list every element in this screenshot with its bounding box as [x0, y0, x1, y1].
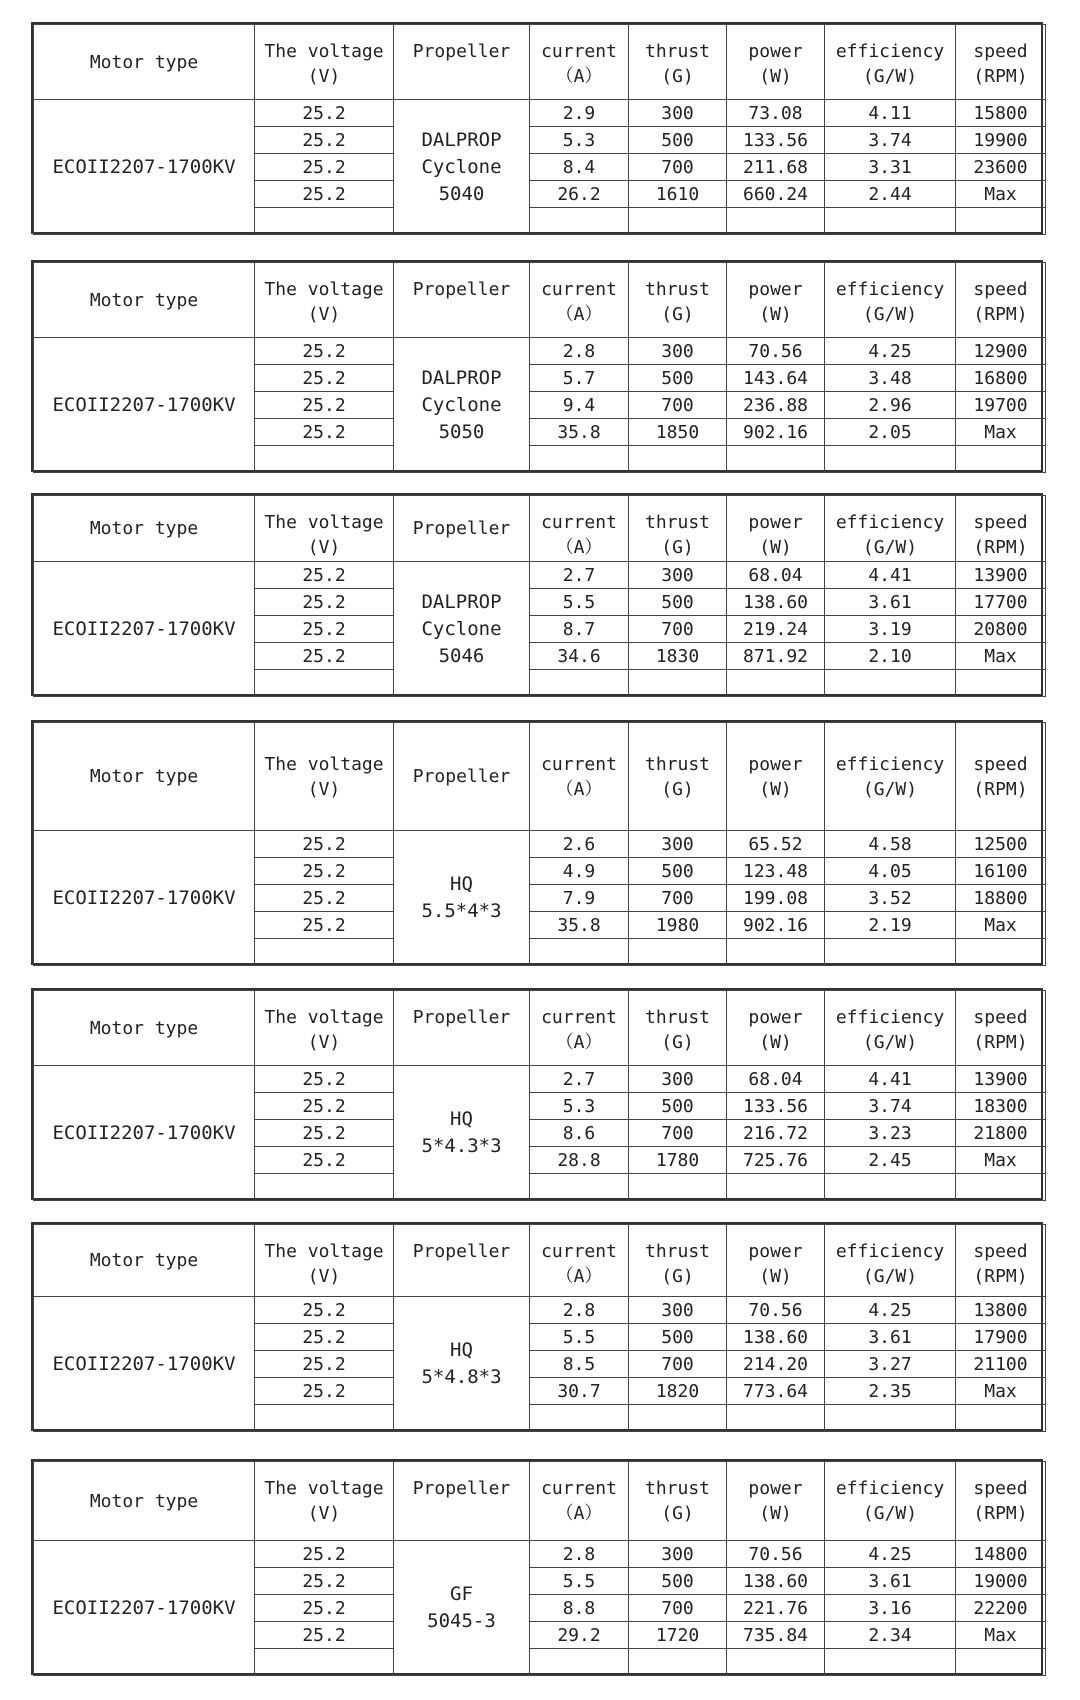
voltage-cell: 25.2 [255, 419, 394, 446]
power-cell: 902.16 [727, 419, 825, 446]
propeller-cell: HQ 5*4.8*3 [394, 1297, 530, 1432]
current-cell: 2.7 [530, 1066, 629, 1093]
power-cell: 199.08 [727, 885, 825, 912]
current-cell: 29.2 [530, 1622, 629, 1649]
power-cell: 68.04 [727, 562, 825, 589]
thrust-cell: 700 [629, 392, 727, 419]
thrust-cell: 1820 [629, 1378, 727, 1405]
efficiency-cell [825, 1405, 956, 1432]
thrust-cell: 500 [629, 127, 727, 154]
voltage-cell: 25.2 [255, 858, 394, 885]
table-row [34, 1297, 1046, 1324]
current-cell: 2.8 [530, 1541, 629, 1568]
table-row [34, 562, 1046, 589]
speed-cell: 13900 [956, 1066, 1046, 1093]
efficiency-cell: 2.35 [825, 1378, 956, 1405]
power-cell [727, 939, 825, 966]
thrust-cell: 1610 [629, 181, 727, 208]
current-cell: 35.8 [530, 419, 629, 446]
speed-cell: Max [956, 912, 1046, 939]
header-speed: speed (RPM) [956, 496, 1046, 562]
current-cell [530, 670, 629, 697]
efficiency-cell: 2.34 [825, 1622, 956, 1649]
speed-cell: 13800 [956, 1297, 1046, 1324]
power-cell: 221.76 [727, 1595, 825, 1622]
thrust-cell: 700 [629, 1351, 727, 1378]
thrust-cell: 300 [629, 100, 727, 127]
power-cell: 871.92 [727, 643, 825, 670]
performance-table [31, 260, 1043, 472]
current-cell: 26.2 [530, 181, 629, 208]
speed-cell [956, 208, 1046, 235]
speed-cell: 21800 [956, 1120, 1046, 1147]
speed-cell: 12900 [956, 338, 1046, 365]
header-speed: speed (RPM) [956, 25, 1046, 100]
header-voltage: The voltage (V) [255, 723, 394, 831]
header-motor-type: Motor type [34, 991, 255, 1066]
efficiency-cell: 3.31 [825, 154, 956, 181]
header-speed: speed (RPM) [956, 1462, 1046, 1541]
header-motor-type: Motor type [34, 723, 255, 831]
current-cell: 2.8 [530, 1297, 629, 1324]
current-cell [530, 939, 629, 966]
efficiency-cell: 3.16 [825, 1595, 956, 1622]
header-speed: speed (RPM) [956, 723, 1046, 831]
power-cell: 735.84 [727, 1622, 825, 1649]
power-cell [727, 1649, 825, 1676]
thrust-cell: 1720 [629, 1622, 727, 1649]
voltage-cell: 25.2 [255, 831, 394, 858]
header-motor-type: Motor type [34, 1225, 255, 1297]
motor-type-cell: ECOII2207-1700KV [34, 1541, 255, 1676]
thrust-cell: 1830 [629, 643, 727, 670]
thrust-cell [629, 208, 727, 235]
header-current: current （A） [530, 496, 629, 562]
thrust-cell: 500 [629, 365, 727, 392]
voltage-cell [255, 1174, 394, 1201]
speed-cell [956, 446, 1046, 473]
thrust-cell [629, 1649, 727, 1676]
thrust-cell [629, 1405, 727, 1432]
power-cell [727, 1174, 825, 1201]
thrust-cell: 300 [629, 1066, 727, 1093]
speed-cell: Max [956, 419, 1046, 446]
current-cell: 5.7 [530, 365, 629, 392]
voltage-cell: 25.2 [255, 643, 394, 670]
voltage-cell: 25.2 [255, 127, 394, 154]
voltage-cell: 25.2 [255, 338, 394, 365]
voltage-cell: 25.2 [255, 562, 394, 589]
speed-cell: 17900 [956, 1324, 1046, 1351]
current-cell: 5.5 [530, 589, 629, 616]
current-cell: 2.8 [530, 338, 629, 365]
voltage-cell: 25.2 [255, 1093, 394, 1120]
voltage-cell: 25.2 [255, 154, 394, 181]
current-cell: 7.9 [530, 885, 629, 912]
voltage-cell: 25.2 [255, 1541, 394, 1568]
efficiency-cell [825, 446, 956, 473]
current-cell [530, 1174, 629, 1201]
efficiency-cell: 3.19 [825, 616, 956, 643]
thrust-cell: 500 [629, 1093, 727, 1120]
power-cell: 219.24 [727, 616, 825, 643]
propeller-cell: HQ 5*4.3*3 [394, 1066, 530, 1201]
speed-cell: 12500 [956, 831, 1046, 858]
header-thrust: thrust (G) [629, 723, 727, 831]
header-current: current （A） [530, 991, 629, 1066]
efficiency-cell: 2.44 [825, 181, 956, 208]
header-speed: speed (RPM) [956, 263, 1046, 338]
speed-cell: Max [956, 1147, 1046, 1174]
current-cell: 34.6 [530, 643, 629, 670]
speed-cell [956, 670, 1046, 697]
current-cell: 2.9 [530, 100, 629, 127]
current-cell: 5.3 [530, 1093, 629, 1120]
efficiency-cell [825, 1174, 956, 1201]
power-cell: 70.56 [727, 1297, 825, 1324]
speed-cell: 21100 [956, 1351, 1046, 1378]
current-cell: 5.5 [530, 1568, 629, 1595]
power-cell: 138.60 [727, 1324, 825, 1351]
power-cell: 138.60 [727, 589, 825, 616]
current-cell: 4.9 [530, 858, 629, 885]
current-cell: 8.6 [530, 1120, 629, 1147]
header-voltage: The voltage (V) [255, 496, 394, 562]
thrust-cell: 700 [629, 885, 727, 912]
power-cell: 773.64 [727, 1378, 825, 1405]
current-cell: 8.8 [530, 1595, 629, 1622]
speed-cell: 19900 [956, 127, 1046, 154]
power-cell [727, 1405, 825, 1432]
efficiency-cell: 4.25 [825, 1297, 956, 1324]
power-cell: 73.08 [727, 100, 825, 127]
header-motor-type: Motor type [34, 25, 255, 100]
efficiency-cell [825, 1649, 956, 1676]
power-cell: 214.20 [727, 1351, 825, 1378]
efficiency-cell [825, 939, 956, 966]
voltage-cell: 25.2 [255, 181, 394, 208]
motor-type-cell: ECOII2207-1700KV [34, 1297, 255, 1432]
table-row [34, 1541, 1046, 1568]
voltage-cell [255, 446, 394, 473]
voltage-cell: 25.2 [255, 1066, 394, 1093]
propeller-cell: DALPROP Cyclone 5040 [394, 100, 530, 235]
header-motor-type: Motor type [34, 496, 255, 562]
header-power: power (W) [727, 991, 825, 1066]
header-propeller: Propeller [394, 723, 530, 831]
motor-type-cell: ECOII2207-1700KV [34, 1066, 255, 1201]
thrust-cell: 700 [629, 154, 727, 181]
header-current: current （A） [530, 723, 629, 831]
current-cell: 8.5 [530, 1351, 629, 1378]
current-cell: 35.8 [530, 912, 629, 939]
efficiency-cell: 2.05 [825, 419, 956, 446]
thrust-cell: 300 [629, 1541, 727, 1568]
voltage-cell [255, 670, 394, 697]
efficiency-cell: 4.25 [825, 338, 956, 365]
voltage-cell: 25.2 [255, 589, 394, 616]
power-cell: 236.88 [727, 392, 825, 419]
header-power: power (W) [727, 496, 825, 562]
efficiency-cell: 4.11 [825, 100, 956, 127]
voltage-cell: 25.2 [255, 616, 394, 643]
voltage-cell: 25.2 [255, 885, 394, 912]
header-motor-type: Motor type [34, 1462, 255, 1541]
header-thrust: thrust (G) [629, 25, 727, 100]
power-cell: 138.60 [727, 1568, 825, 1595]
power-cell: 68.04 [727, 1066, 825, 1093]
power-cell: 65.52 [727, 831, 825, 858]
thrust-cell: 500 [629, 1568, 727, 1595]
efficiency-cell: 3.74 [825, 1093, 956, 1120]
efficiency-cell: 3.61 [825, 589, 956, 616]
voltage-cell: 25.2 [255, 1297, 394, 1324]
voltage-cell [255, 208, 394, 235]
current-cell: 5.3 [530, 127, 629, 154]
power-cell: 660.24 [727, 181, 825, 208]
header-current: current （A） [530, 263, 629, 338]
efficiency-cell: 2.19 [825, 912, 956, 939]
speed-cell: 23600 [956, 154, 1046, 181]
header-current: current （A） [530, 1462, 629, 1541]
efficiency-cell: 4.05 [825, 858, 956, 885]
power-cell: 902.16 [727, 912, 825, 939]
power-cell: 211.68 [727, 154, 825, 181]
header-voltage: The voltage (V) [255, 25, 394, 100]
thrust-cell: 300 [629, 338, 727, 365]
header-power: power (W) [727, 25, 825, 100]
table-row [34, 338, 1046, 365]
speed-cell [956, 1405, 1046, 1432]
current-cell: 8.7 [530, 616, 629, 643]
voltage-cell [255, 1405, 394, 1432]
performance-table [31, 1222, 1043, 1431]
current-cell [530, 208, 629, 235]
header-efficiency: efficiency (G/W) [825, 991, 956, 1066]
voltage-cell [255, 1649, 394, 1676]
speed-cell: Max [956, 643, 1046, 670]
header-thrust: thrust (G) [629, 1462, 727, 1541]
header-power: power (W) [727, 1225, 825, 1297]
power-cell: 216.72 [727, 1120, 825, 1147]
table-row [34, 100, 1046, 127]
motor-type-cell: ECOII2207-1700KV [34, 338, 255, 473]
speed-cell: 16100 [956, 858, 1046, 885]
current-cell: 8.4 [530, 154, 629, 181]
voltage-cell: 25.2 [255, 1351, 394, 1378]
header-efficiency: efficiency (G/W) [825, 496, 956, 562]
header-efficiency: efficiency (G/W) [825, 25, 956, 100]
speed-cell: 22200 [956, 1595, 1046, 1622]
header-voltage: The voltage (V) [255, 1462, 394, 1541]
motor-type-cell: ECOII2207-1700KV [34, 100, 255, 235]
voltage-cell: 25.2 [255, 1622, 394, 1649]
thrust-cell: 700 [629, 616, 727, 643]
current-cell [530, 446, 629, 473]
efficiency-cell: 3.74 [825, 127, 956, 154]
speed-cell: 17700 [956, 589, 1046, 616]
thrust-cell: 1980 [629, 912, 727, 939]
header-voltage: The voltage (V) [255, 1225, 394, 1297]
header-voltage: The voltage (V) [255, 991, 394, 1066]
efficiency-cell [825, 670, 956, 697]
thrust-cell: 500 [629, 858, 727, 885]
speed-cell: 14800 [956, 1541, 1046, 1568]
motor-type-cell: ECOII2207-1700KV [34, 562, 255, 697]
speed-cell: 19000 [956, 1568, 1046, 1595]
voltage-cell [255, 939, 394, 966]
table-row [34, 1066, 1046, 1093]
power-cell: 123.48 [727, 858, 825, 885]
thrust-cell: 300 [629, 831, 727, 858]
speed-cell: Max [956, 1378, 1046, 1405]
header-current: current （A） [530, 25, 629, 100]
header-speed: speed (RPM) [956, 1225, 1046, 1297]
thrust-cell [629, 670, 727, 697]
header-power: power (W) [727, 1462, 825, 1541]
header-power: power (W) [727, 723, 825, 831]
performance-table [31, 22, 1043, 234]
header-propeller: Propeller [394, 1225, 530, 1297]
power-cell: 725.76 [727, 1147, 825, 1174]
header-propeller: Propeller [394, 25, 530, 100]
speed-cell [956, 1174, 1046, 1201]
power-cell: 133.56 [727, 1093, 825, 1120]
current-cell: 2.7 [530, 562, 629, 589]
thrust-cell: 1850 [629, 419, 727, 446]
efficiency-cell: 2.45 [825, 1147, 956, 1174]
speed-cell: 18300 [956, 1093, 1046, 1120]
efficiency-cell: 3.27 [825, 1351, 956, 1378]
thrust-cell: 500 [629, 1324, 727, 1351]
power-cell [727, 208, 825, 235]
speed-cell: 19700 [956, 392, 1046, 419]
current-cell: 2.6 [530, 831, 629, 858]
speed-cell: Max [956, 181, 1046, 208]
header-power: power (W) [727, 263, 825, 338]
thrust-cell [629, 1174, 727, 1201]
power-cell: 143.64 [727, 365, 825, 392]
voltage-cell: 25.2 [255, 1568, 394, 1595]
voltage-cell: 25.2 [255, 1324, 394, 1351]
speed-cell [956, 1649, 1046, 1676]
speed-cell: 15800 [956, 100, 1046, 127]
speed-cell: 18800 [956, 885, 1046, 912]
header-voltage: The voltage (V) [255, 263, 394, 338]
header-thrust: thrust (G) [629, 1225, 727, 1297]
header-efficiency: efficiency (G/W) [825, 723, 956, 831]
header-propeller: Propeller [394, 496, 530, 562]
efficiency-cell: 3.61 [825, 1324, 956, 1351]
thrust-cell: 700 [629, 1595, 727, 1622]
efficiency-cell: 3.23 [825, 1120, 956, 1147]
efficiency-cell: 3.48 [825, 365, 956, 392]
efficiency-cell: 4.41 [825, 1066, 956, 1093]
header-thrust: thrust (G) [629, 496, 727, 562]
thrust-cell: 700 [629, 1120, 727, 1147]
power-cell: 133.56 [727, 127, 825, 154]
header-speed: speed (RPM) [956, 991, 1046, 1066]
performance-table [31, 720, 1043, 965]
efficiency-cell: 3.61 [825, 1568, 956, 1595]
speed-cell: 16800 [956, 365, 1046, 392]
thrust-cell: 300 [629, 1297, 727, 1324]
header-efficiency: efficiency (G/W) [825, 263, 956, 338]
current-cell: 5.5 [530, 1324, 629, 1351]
speed-cell: 20800 [956, 616, 1046, 643]
current-cell: 30.7 [530, 1378, 629, 1405]
header-thrust: thrust (G) [629, 991, 727, 1066]
propeller-cell: HQ 5.5*4*3 [394, 831, 530, 966]
thrust-cell [629, 939, 727, 966]
header-efficiency: efficiency (G/W) [825, 1462, 956, 1541]
thrust-cell: 1780 [629, 1147, 727, 1174]
efficiency-cell: 3.52 [825, 885, 956, 912]
header-thrust: thrust (G) [629, 263, 727, 338]
thrust-cell: 500 [629, 589, 727, 616]
performance-table [31, 988, 1043, 1200]
header-efficiency: efficiency (G/W) [825, 1225, 956, 1297]
propeller-cell: DALPROP Cyclone 5046 [394, 562, 530, 697]
speed-cell: 13900 [956, 562, 1046, 589]
power-cell: 70.56 [727, 1541, 825, 1568]
voltage-cell: 25.2 [255, 1378, 394, 1405]
thrust-cell: 300 [629, 562, 727, 589]
performance-table [31, 493, 1043, 696]
header-current: current （A） [530, 1225, 629, 1297]
table-row [34, 831, 1046, 858]
power-cell: 70.56 [727, 338, 825, 365]
voltage-cell: 25.2 [255, 392, 394, 419]
thrust-cell [629, 446, 727, 473]
current-cell [530, 1405, 629, 1432]
efficiency-cell: 4.25 [825, 1541, 956, 1568]
voltage-cell: 25.2 [255, 365, 394, 392]
header-propeller: Propeller [394, 1462, 530, 1541]
header-motor-type: Motor type [34, 263, 255, 338]
current-cell: 9.4 [530, 392, 629, 419]
efficiency-cell: 4.41 [825, 562, 956, 589]
efficiency-cell: 2.96 [825, 392, 956, 419]
efficiency-cell [825, 208, 956, 235]
motor-type-cell: ECOII2207-1700KV [34, 831, 255, 966]
speed-cell: Max [956, 1622, 1046, 1649]
performance-table [31, 1459, 1043, 1675]
voltage-cell: 25.2 [255, 100, 394, 127]
speed-cell [956, 939, 1046, 966]
power-cell [727, 446, 825, 473]
efficiency-cell: 4.58 [825, 831, 956, 858]
current-cell [530, 1649, 629, 1676]
propeller-cell: GF 5045-3 [394, 1541, 530, 1676]
voltage-cell: 25.2 [255, 1595, 394, 1622]
propeller-cell: DALPROP Cyclone 5050 [394, 338, 530, 473]
voltage-cell: 25.2 [255, 1120, 394, 1147]
header-propeller: Propeller [394, 991, 530, 1066]
current-cell: 28.8 [530, 1147, 629, 1174]
power-cell [727, 670, 825, 697]
efficiency-cell: 2.10 [825, 643, 956, 670]
header-propeller: Propeller [394, 263, 530, 338]
voltage-cell: 25.2 [255, 1147, 394, 1174]
voltage-cell: 25.2 [255, 912, 394, 939]
